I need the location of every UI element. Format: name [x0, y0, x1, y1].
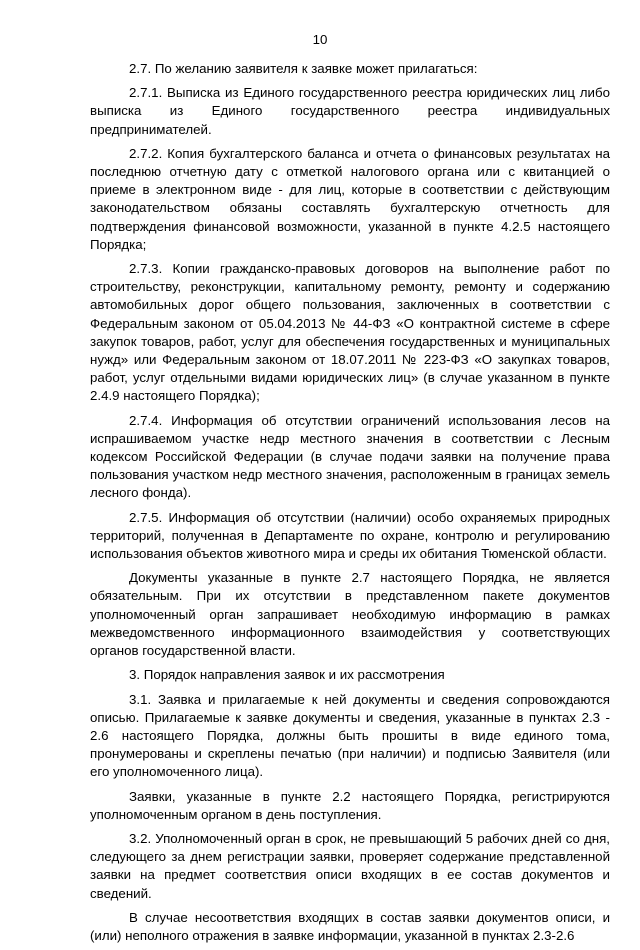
paragraph-2-7-4: 2.7.4. Информация об отсутствии ограничений использования лесов на испрашиваемом участке недр местного значения в соответствии с Лесным кодексом Российской Федерации (в случае подачи заявки на получение права пользования участком недр местного значения, расположенным в границах земель лесного фонда).	[90, 412, 610, 501]
paragraph-2-7-3: 2.7.3. Копии гражданско-правовых договоров на выполнение работ по строительству, реконструкции, капитальному ремонту, ремонту и содержанию автомобильных дорог общего пользования, заключенных в соответствии с Федеральным законом от 05.04.2013 № 44-ФЗ «О контрактной системе в сфере закупок товаров, работ, услуг для обеспечения государственных и муниципальных нужд» или Федеральным законом от 18.07.2011 № 223-ФЗ «О закупках товаров, работ, услуг отдельными видами юридических лиц» (в случае указанном в пункте 2.4.9 настоящего Порядка);	[90, 261, 610, 404]
paragraph-2-7-1: 2.7.1. Выписка из Единого государственного реестра юридических лиц либо выписка из Единого государственного реестра индивидуальных предпринимателей.	[90, 85, 610, 137]
section-3-heading: 3. Порядок направления заявок и их рассмотрения	[129, 667, 445, 683]
paragraph-registration: Заявки, указанные в пункте 2.2 настоящего Порядка, регистрируются уполномоченным органом в день поступления.	[90, 788, 610, 822]
paragraph-documents-note: Документы указанные в пункте 2.7 настоящего Порядка, не является обязательным. При их отсутствии в представленном пакете документов уполномоченный орган запрашивает необходимую информацию в рамках межведомственного информационного взаимодействия у соответствующих органов государственной власти.	[90, 570, 610, 659]
paragraph-2-7-5: 2.7.5. Информация об отсутствии (наличии) особо охраняемых природных территорий, полученная в Департаменте по охране, контролю и регулированию использования объектов животного мира и среды их обитания Тюменской области.	[90, 509, 610, 562]
paragraph-mismatch: В случае несоответствия входящих в состав заявки документов описи, и (или) неполного отражения в заявке информации, указанной в пунктах 2.3-2.6	[90, 909, 610, 943]
paragraph-2-7: 2.7. По желанию заявителя к заявке может прилагаться:	[129, 61, 478, 76]
paragraph-2-7-2: 2.7.2. Копия бухгалтерского баланса и отчета о финансовых результатах на последнюю отчетную дату с отметкой налогового органа или с квитанцией о приеме в электронном виде - для лиц, которые в соответствии с действующим законодательством обязаны составлять бухгалтерскую отчетность для подтверждения финансовой возможности, указанной в пункте 4.2.5 настоящего Порядка;	[90, 145, 610, 252]
document-body	[90, 60, 610, 950]
paragraph-3-1: 3.1. Заявка и прилагаемые к ней документы и сведения сопровождаются описью. Прилагаемые к заявке документы и сведения, указанные в пунктах 2.3 - 2.6 настоящего Порядка, должны быть прошиты в виде единого тома, пронумерованы и скреплены печатью (при наличии) и подписью Заявителя (или его уполномоченного лица).	[90, 691, 610, 780]
page-number: 10	[312, 32, 328, 47]
paragraph-3-2: 3.2. Уполномоченный орган в срок, не превышающий 5 рабочих дней со дня, следующего за днем регистрации заявки, проверяет содержание представленной заявки на предмет соответствия описи входящих в ее состав документов и сведений.	[90, 830, 610, 901]
